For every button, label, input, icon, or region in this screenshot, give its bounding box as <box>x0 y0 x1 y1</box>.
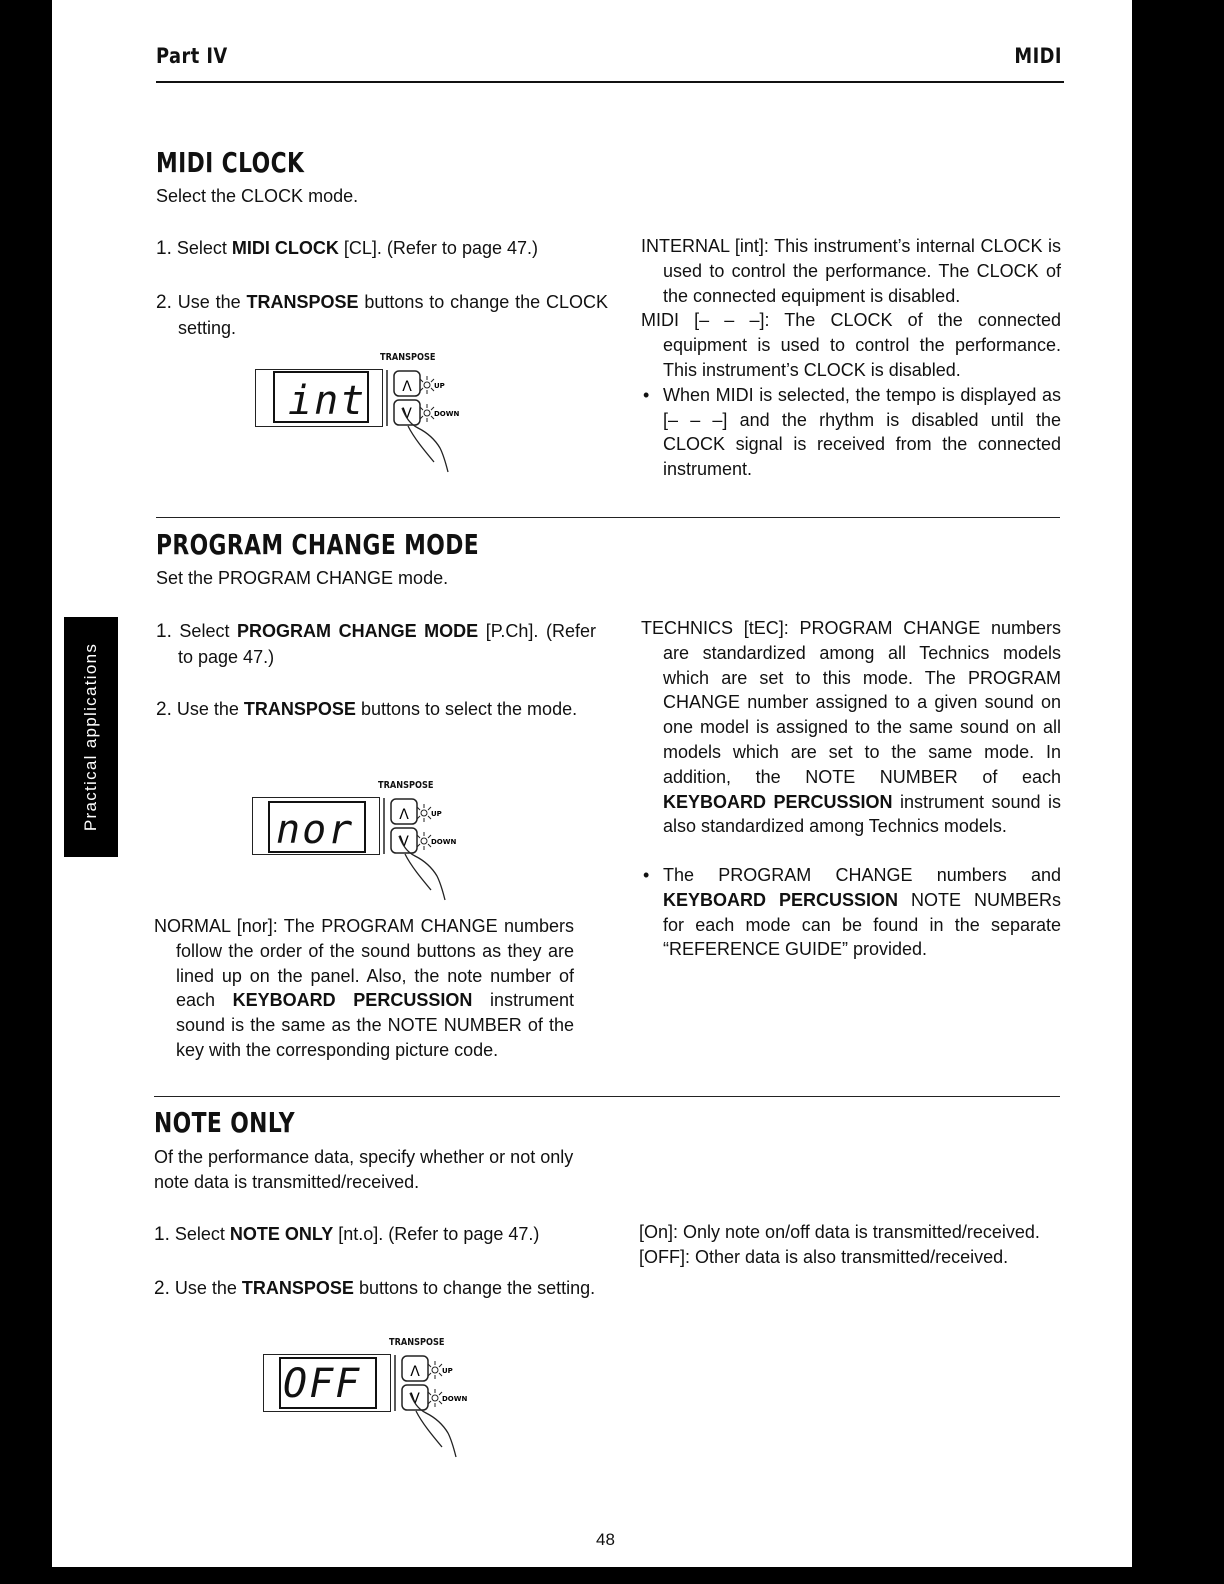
up-label: UP <box>434 382 445 390</box>
transpose-label: TRANSPOSE <box>380 352 436 363</box>
side-tab-label: Practical applications <box>81 642 100 832</box>
on-description: [On]: Only note on/off data is transmitted/received. <box>639 1222 1040 1242</box>
section-divider <box>156 517 1060 518</box>
transpose-buttons <box>392 1353 482 1463</box>
down-label: DOWN <box>431 838 457 846</box>
svg-text:V: V <box>399 834 409 850</box>
up-label: UP <box>442 1367 453 1375</box>
midi-clock-intro: Select the CLOCK mode. <box>156 186 359 206</box>
side-tab <box>64 617 118 857</box>
midi-clock-note: • When MIDI is selected, the tempo is displayed as [– – –] and the rhythm is disabled until the CLOCK signal is received from the connected instrument. <box>641 383 1061 482</box>
down-label: DOWN <box>442 1395 468 1403</box>
transpose-label: TRANSPOSE <box>389 1337 445 1348</box>
program-change-note: • The PROGRAM CHANGE numbers and KEYBOARD PERCUSSION NOTE NUMBERs for each mode can be found in the separate “REFERENCE GUIDE” provided. <box>641 863 1061 962</box>
midi-clock-descriptions <box>641 234 1061 482</box>
svg-text:V: V <box>402 406 412 422</box>
down-led-icon <box>432 1395 438 1401</box>
program-change-title: PROGRAM CHANGE MODE <box>156 528 480 561</box>
normal-description: NORMAL [nor]: The PROGRAM CHANGE numbers follow the order of the sound buttons as they are lined up on the panel. Also, the note number of each KEYBOARD PERCUSSION instrument sound is the same as the NOTE NUMBER of the key with the corresponding picture code. <box>154 916 574 1060</box>
part-heading: Part IV <box>156 44 228 68</box>
down-label: DOWN <box>434 410 460 418</box>
transpose-label: TRANSPOSE <box>378 780 434 791</box>
up-label: UP <box>431 810 442 818</box>
transpose-buttons <box>384 368 474 478</box>
svg-text:V: V <box>410 1391 420 1407</box>
program-change-step-1: 1. Select PROGRAM CHANGE MODE [P.Ch]. (Refer to page 47.) <box>156 621 596 667</box>
midi-clock-step-2: 2. Use the TRANSPOSE buttons to change the CLOCK setting. <box>156 292 608 338</box>
up-led-icon <box>432 1367 438 1373</box>
note-only-title: NOTE ONLY <box>154 1106 295 1139</box>
technics-description: TECHNICS [tEC]: PROGRAM CHANGE numbers are standardized among all Technics models which are set to this mode. The PROGRAM CHANGE number assigned to a given sound on one model is assigned to the same sound on all models which are set to the same mode. In addition, the NOTE NUMBER of each KEYBOARD PERCUSSION instrument sound is also standardized among Technics models. <box>641 618 1062 837</box>
page-number: 48 <box>596 1530 615 1549</box>
svg-text:Λ: Λ <box>402 379 412 395</box>
svg-text:Λ: Λ <box>399 807 409 823</box>
chapter-heading: MIDI <box>1014 44 1062 68</box>
transpose-buttons <box>381 796 471 906</box>
lcd-value: int <box>288 378 367 424</box>
up-led-icon <box>424 382 430 388</box>
lcd-value: OFF <box>283 1361 362 1407</box>
down-led-icon <box>421 838 427 844</box>
program-change-step-2: 2. Use the TRANSPOSE buttons to select the mode. <box>156 699 578 720</box>
lcd-value: nor <box>276 807 355 853</box>
up-led-icon <box>421 810 427 816</box>
midi-description: MIDI [– – –]: The CLOCK of the connected equipment is used to control the performance. This instrument’s CLOCK is disabled. <box>641 310 1061 380</box>
midi-clock-step-1: 1. Select MIDI CLOCK [CL]. (Refer to page 47.) <box>156 238 539 259</box>
midi-clock-title: MIDI CLOCK <box>156 146 305 179</box>
header-rule <box>156 81 1064 83</box>
down-led-icon <box>424 410 430 416</box>
svg-text:Λ: Λ <box>410 1364 420 1380</box>
section-divider <box>154 1096 1060 1097</box>
note-only-step-1: 1. Select NOTE ONLY [nt.o]. (Refer to page 47.) <box>154 1224 540 1245</box>
program-change-intro: Set the PROGRAM CHANGE mode. <box>156 568 449 588</box>
scan-border <box>52 1567 1132 1584</box>
internal-description: INTERNAL [int]: This instrument’s internal CLOCK is used to control the performance. The CLOCK of the connected equipment is disabled. <box>641 236 1061 306</box>
off-description: [OFF]: Other data is also transmitted/received. <box>639 1246 1009 1267</box>
note-only-intro: Of the performance data, specify whether or not only note data is transmitted/received. <box>154 1147 574 1192</box>
note-only-step-2: 2. Use the TRANSPOSE buttons to change the setting. <box>154 1278 596 1299</box>
note-only-descriptions <box>639 1220 1059 1270</box>
